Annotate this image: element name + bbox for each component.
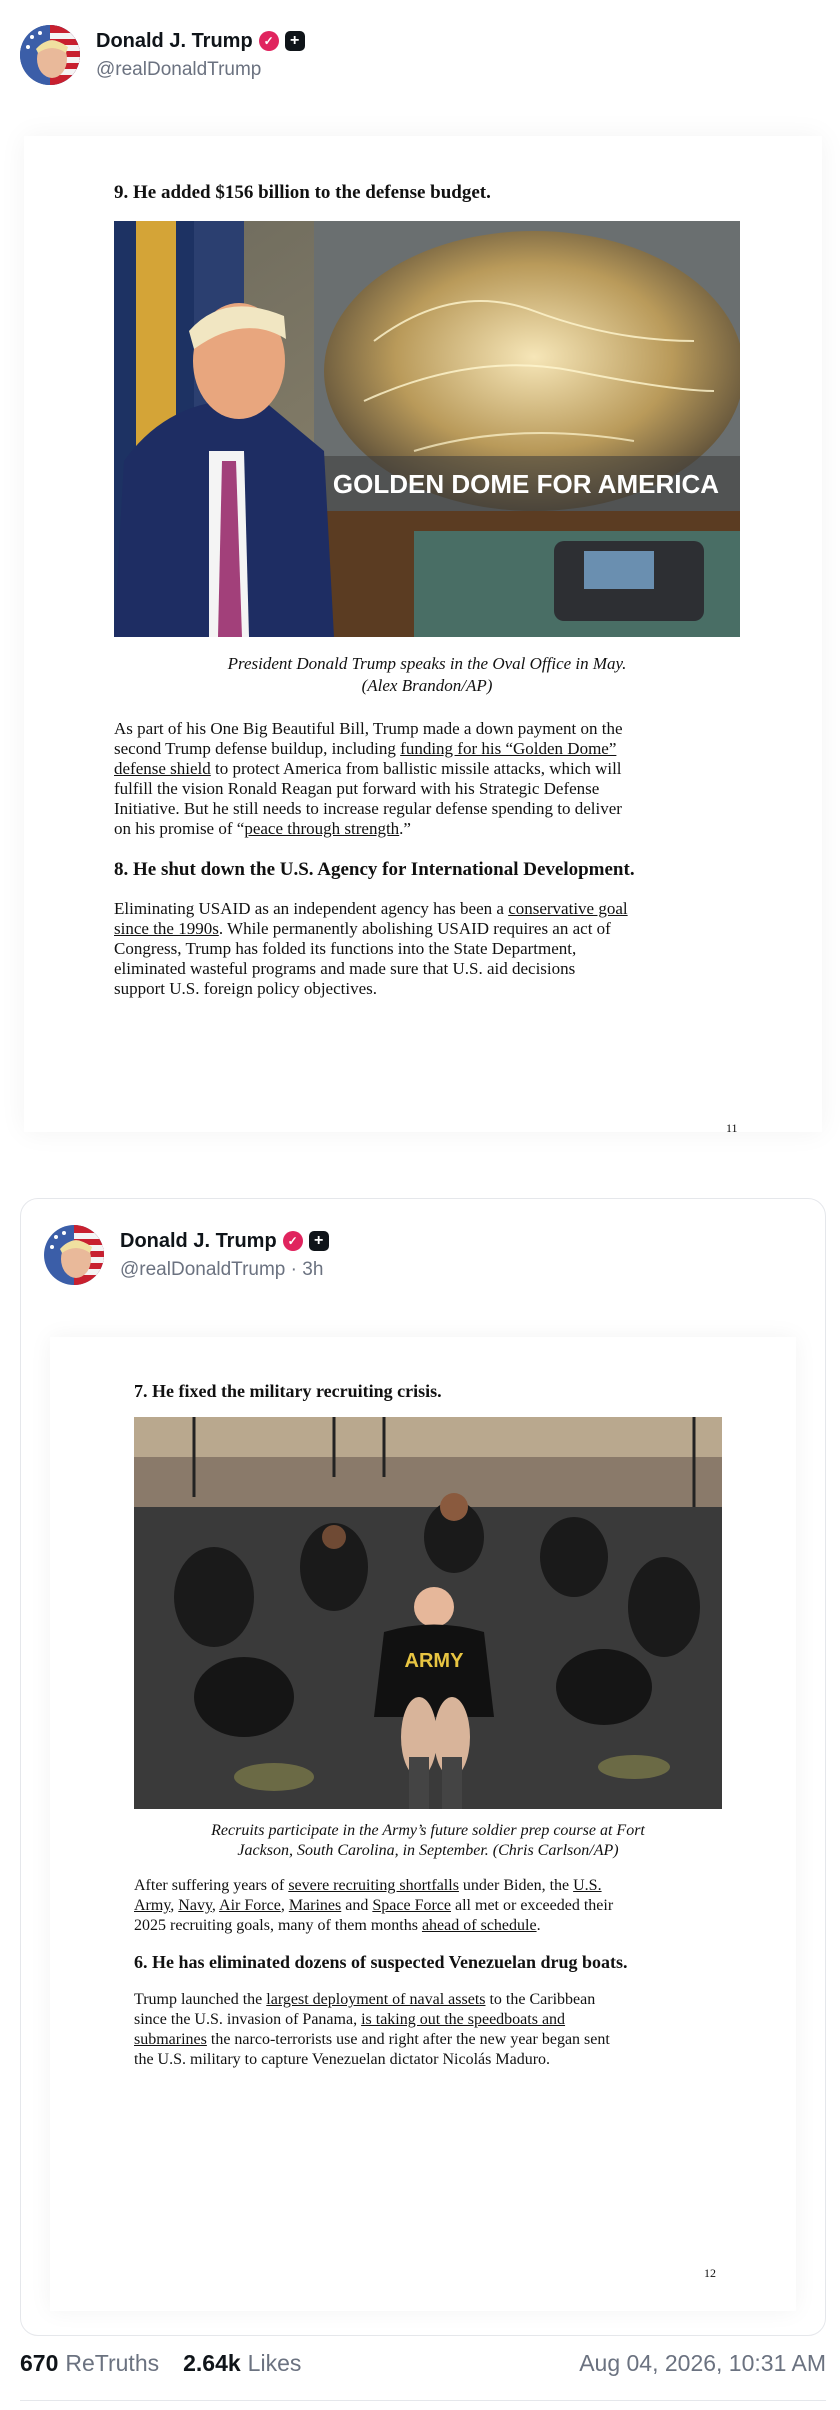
section-heading-usaid: 8. He shut down the U.S. Agency for International Development. xyxy=(114,859,635,880)
verified-badge-icon: ✓ xyxy=(259,31,279,51)
post-header xyxy=(20,24,305,86)
since-1990s-link[interactable]: since the 1990s xyxy=(114,919,219,938)
text-span: , xyxy=(211,1897,220,1914)
text-line: Initiative. But he still needs to increase regular defense spending to deliver xyxy=(114,799,622,818)
golden-dome-sign-text: GOLDEN DOME FOR AMERICA xyxy=(332,469,720,499)
plus-badge-icon: + xyxy=(309,1231,329,1251)
text-line: support U.S. foreign policy objectives. xyxy=(114,979,377,998)
army-shirt-text: ARMY xyxy=(404,1650,464,1672)
paragraph-recruiting xyxy=(134,1876,754,1936)
verified-badge-icon: ✓ xyxy=(283,1231,303,1251)
text-span: , xyxy=(280,1897,289,1914)
post-timestamp[interactable]: Aug 04, 2026, 10:31 AM xyxy=(579,2350,826,2376)
caption-line: Jackson, South Carolina, in September. (Chris Carlson/AP) xyxy=(237,1842,619,1859)
text-line: Congress, Trump has folded its functions into the State Department, xyxy=(114,939,577,958)
text-span: . While permanently abolishing USAID requires an act of xyxy=(218,919,611,938)
section-heading-recruiting: 7. He fixed the military recruiting crisis. xyxy=(134,1381,442,1401)
golden-dome-link[interactable]: funding for his “Golden Dome” xyxy=(400,739,617,758)
text-span: to protect America from ballistic missile attacks, which will xyxy=(210,759,622,778)
text-span: . xyxy=(536,1917,541,1934)
army-link[interactable]: Army xyxy=(134,1897,171,1914)
text-line: fulfill the vision Ronald Reagan put forward with his Strategic Defense xyxy=(114,779,600,798)
marines-link[interactable]: Marines xyxy=(288,1897,342,1914)
page-number: 11 xyxy=(726,1121,738,1135)
army-recruits-photo xyxy=(134,1417,722,1809)
text-span: After suffering years of xyxy=(134,1877,289,1894)
paragraph-defense xyxy=(114,719,754,839)
quoted-post-header xyxy=(44,1224,329,1286)
photo-caption xyxy=(114,653,740,697)
recruiting-shortfalls-link[interactable]: severe recruiting shortfalls xyxy=(288,1877,459,1894)
submarines-link[interactable]: submarines xyxy=(134,2031,207,2048)
text-span: to the Caribbean xyxy=(485,1991,596,2008)
caption-line: Recruits participate in the Army’s future soldier prep course at Fort xyxy=(211,1822,645,1839)
photo-caption xyxy=(134,1821,722,1861)
text-span: Eliminating USAID as an independent agency has been a xyxy=(114,899,509,918)
conservative-goal-link[interactable]: conservative goal xyxy=(508,899,628,918)
text-line: As part of his One Big Beautiful Bill, Trump made a down payment on the xyxy=(114,719,623,738)
space-force-link[interactable]: Space Force xyxy=(372,1897,451,1914)
retruths-count[interactable]: 670 xyxy=(20,2350,59,2376)
us-link[interactable]: U.S. xyxy=(573,1877,602,1894)
text-line: the U.S. military to capture Venezuelan dictator Nicolás Maduro. xyxy=(134,2051,551,2068)
page-number: 12 xyxy=(704,2266,716,2280)
avatar[interactable] xyxy=(44,1225,104,1285)
section-heading-defense: 9. He added $156 billion to the defense budget. xyxy=(114,182,491,203)
paragraph-drug-boats xyxy=(134,1990,754,2070)
paragraph-usaid xyxy=(114,899,754,999)
text-span: and xyxy=(341,1897,373,1914)
divider xyxy=(20,2400,826,2410)
retruths-label[interactable]: ReTruths xyxy=(65,2350,160,2376)
author-handle[interactable]: @realDonaldTrump xyxy=(96,58,262,80)
likes-label[interactable]: Likes xyxy=(247,2350,302,2376)
text-span: , xyxy=(170,1897,179,1914)
text-span: Trump launched the xyxy=(134,1991,267,2008)
peace-through-strength-link[interactable]: peace through strength xyxy=(244,819,400,838)
section-heading-drug-boats: 6. He has eliminated dozens of suspected Venezuelan drug boats. xyxy=(134,1952,628,1972)
avatar[interactable] xyxy=(20,25,80,85)
author-handle-time[interactable]: @realDonaldTrump · 3h xyxy=(120,1258,324,1280)
text-span: under Biden, the xyxy=(458,1877,574,1894)
text-span: 2025 recruiting goals, many of them months xyxy=(134,1917,422,1934)
caption-line: (Alex Brandon/AP) xyxy=(361,676,493,695)
text-span: .” xyxy=(399,819,411,838)
text-span: all met or exceeded their xyxy=(451,1897,614,1914)
navy-link[interactable]: Navy xyxy=(178,1897,212,1914)
speedboats-link[interactable]: is taking out the speedboats and xyxy=(361,2011,566,2028)
caption-line: President Donald Trump speaks in the Oval Office in May. xyxy=(227,654,627,673)
document-page-12[interactable] xyxy=(50,1337,796,2311)
likes-count[interactable]: 2.64k xyxy=(183,2350,241,2376)
text-line: eliminated wasteful programs and made sure that U.S. aid decisions xyxy=(114,959,576,978)
plus-badge-icon: + xyxy=(285,31,305,51)
defense-shield-link[interactable]: defense shield xyxy=(114,759,211,778)
text-span: on his promise of “ xyxy=(114,819,245,838)
naval-assets-link[interactable]: largest deployment of naval assets xyxy=(266,1991,486,2008)
text-span: since the U.S. invasion of Panama, xyxy=(134,2011,362,2028)
author-name[interactable]: Donald J. Trump xyxy=(120,1229,277,1252)
oval-office-photo xyxy=(114,221,740,637)
text-span: the narco-terrorists use and right after the new year began sent xyxy=(206,2031,610,2048)
post-footer xyxy=(20,2350,826,2377)
text-span: second Trump defense buildup, including xyxy=(114,739,401,758)
author-name[interactable]: Donald J. Trump xyxy=(96,29,253,52)
ahead-of-schedule-link[interactable]: ahead of schedule xyxy=(421,1917,537,1934)
air-force-link[interactable]: Air Force xyxy=(219,1897,281,1914)
document-page-11[interactable] xyxy=(24,136,822,1135)
